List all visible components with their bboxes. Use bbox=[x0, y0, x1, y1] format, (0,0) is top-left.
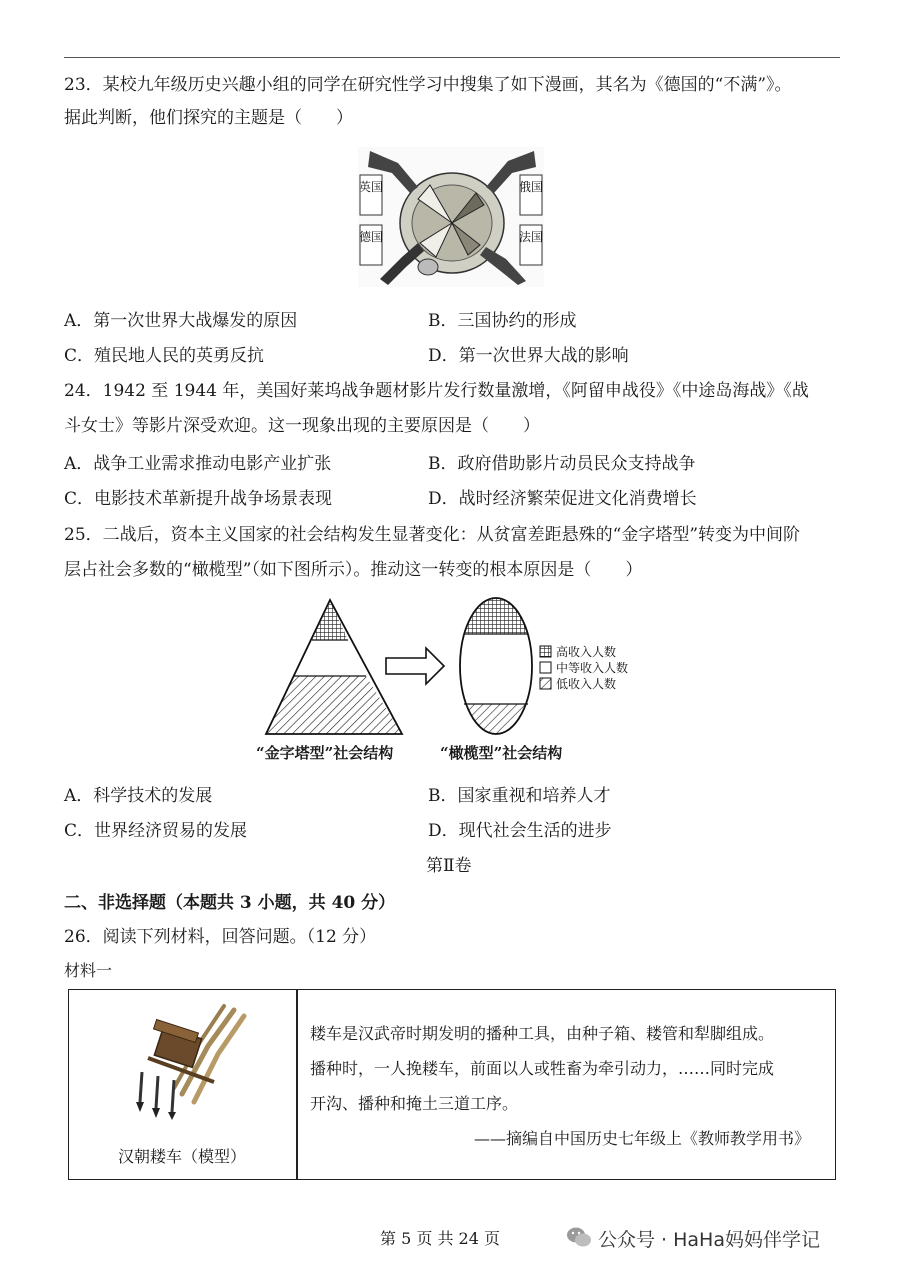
q24-option-c: C．电影技术革新提升战争场景表现 bbox=[64, 489, 333, 509]
q24-option-b: B．政府借助影片动员民众支持战争 bbox=[428, 454, 696, 474]
legend bbox=[540, 644, 628, 691]
material-label: 材料一 bbox=[64, 961, 113, 980]
legend-swatch-low bbox=[540, 678, 551, 689]
pyramid-shape bbox=[266, 600, 402, 734]
material-source: ——摘编自中国历史七年级上《教师教学用书》 bbox=[474, 1129, 811, 1148]
q25-stem-line1: 25．二战后，资本主义国家的社会结构发生显著变化：从贫富差距悬殊的“金字塔型”转变为中间阶 bbox=[64, 525, 801, 545]
seed-drill-model-image bbox=[118, 1002, 258, 1120]
material-divider bbox=[296, 989, 298, 1180]
q23-option-c: C．殖民地人民的英勇反抗 bbox=[64, 346, 265, 366]
wechat-icon bbox=[566, 1224, 592, 1250]
watermark: 公众号 · HaHa妈妈伴学记 bbox=[598, 1229, 820, 1251]
cartoon-label-germany: 德国 bbox=[358, 230, 384, 244]
q24-option-a: A．战争工业需求推动电影产业扩张 bbox=[64, 454, 332, 474]
q24-option-d: D．战时经济繁荣促进文化消费增长 bbox=[428, 489, 697, 509]
material-text-line2: 播种时，一人挽耧车，前面以人或牲畜为牵引动力，……同时完成 bbox=[310, 1059, 775, 1078]
top-rule bbox=[64, 57, 840, 58]
legend-middle: 中等收入人数 bbox=[556, 661, 629, 675]
legend-swatch-high bbox=[540, 646, 551, 657]
q23-stem-line1: 23．某校九年级历史兴趣小组的同学在研究性学习中搜集了如下漫画，其名为《德国的“不满”》。 bbox=[64, 75, 792, 95]
material-text-line1: 耧车是汉武帝时期发明的播种工具，由种子箱、耧管和犁脚组成。 bbox=[310, 1024, 775, 1043]
legend-low: 低收入人数 bbox=[556, 677, 617, 691]
q23-option-d: D．第一次世界大战的影响 bbox=[428, 346, 629, 366]
legend-high: 高收入人数 bbox=[556, 645, 617, 659]
section-heading: 二、非选择题（本题共 3 小题，共 40 分） bbox=[64, 893, 396, 913]
q23-stem-line2: 据此判断，他们探究的主题是（ ） bbox=[64, 108, 353, 128]
q25-option-c: C．世界经济贸易的发展 bbox=[64, 821, 248, 841]
q23-option-b: B．三国协约的形成 bbox=[428, 311, 577, 331]
social-structure-diagram bbox=[260, 596, 680, 740]
q23-option-a: A．第一次世界大战爆发的原因 bbox=[64, 311, 298, 331]
q26-stem: 26．阅读下列材料，回答问题。（12 分） bbox=[64, 927, 377, 947]
q25-option-b: B．国家重视和培养人才 bbox=[428, 786, 611, 806]
cartoon-german-discontent bbox=[358, 147, 544, 287]
image-caption: 汉朝耧车（模型） bbox=[118, 1147, 247, 1166]
q25-stem-line2: 层占社会多数的“橄榄型”（如下图所示）。推动这一转变的根本原因是（ ） bbox=[64, 560, 643, 580]
q25-option-d: D．现代社会生活的进步 bbox=[428, 821, 612, 841]
q24-stem-line1: 24．1942 至 1944 年，美国好莱坞战争题材影片发行数量激增，《阿留申战役》《中途岛海战》《战 bbox=[64, 381, 809, 401]
caption-pyramid: “金字塔型”社会结构 bbox=[256, 744, 394, 762]
page-number: 第 5 页 共 24 页 bbox=[380, 1229, 500, 1248]
volume-title: 第Ⅱ卷 bbox=[426, 856, 472, 876]
cartoon-label-britain: 英国 bbox=[358, 180, 384, 194]
caption-olive: “橄榄型”社会结构 bbox=[440, 744, 563, 762]
olive-shape bbox=[456, 596, 536, 740]
cartoon-label-russia: 俄国 bbox=[518, 180, 544, 194]
legend-swatch-middle bbox=[540, 662, 551, 673]
arrow-right-icon bbox=[386, 648, 444, 684]
cartoon-label-france: 法国 bbox=[518, 230, 544, 244]
q24-stem-line2: 斗女士》等影片深受欢迎。这一现象出现的主要原因是（ ） bbox=[64, 416, 540, 436]
q25-option-a: A．科学技术的发展 bbox=[64, 786, 213, 806]
material-text-line3: 开沟、播种和掩土三道工序。 bbox=[310, 1094, 519, 1113]
